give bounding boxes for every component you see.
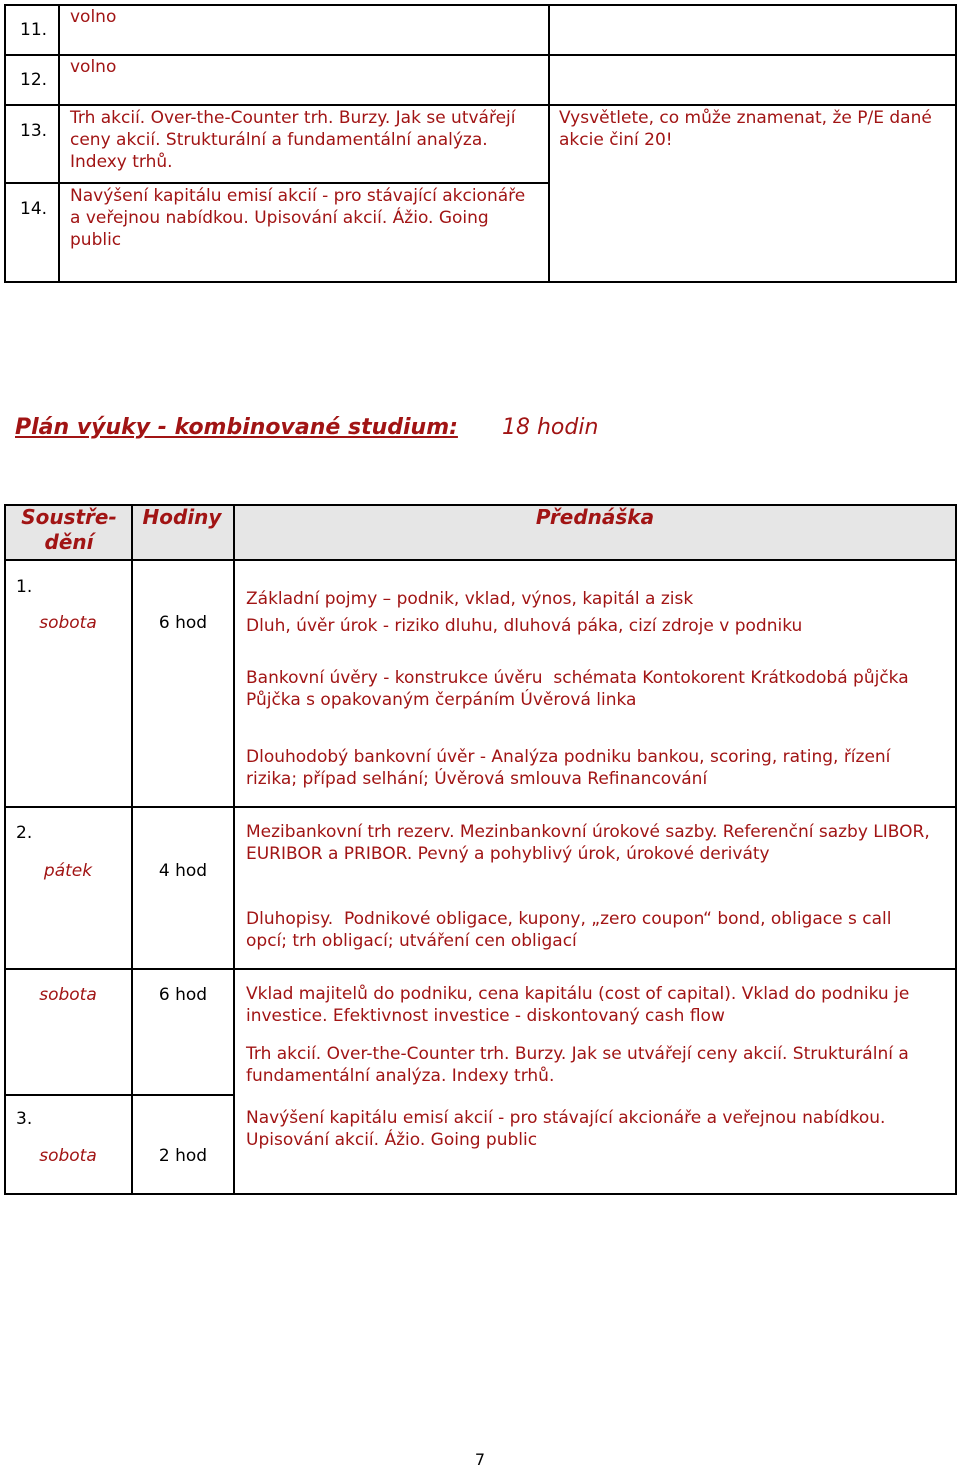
lecture-line: Dluh, úvěr úrok - riziko dluhu, dluhová páka, cizí zdroje v podniku (246, 616, 803, 636)
lecture-line: Bankovní úvěry - konstrukce úvěru schémata Kontokorent Krátkodobá půjčka Půjčka s opakovaným čerpáním Úvěrová linka (246, 668, 920, 710)
row-topic: Trh akcií. Over-the-Counter trh. Burzy. Jak se utvářejí ceny akcií. Strukturální a fundamentální analýza. Indexy trhů. (70, 108, 521, 172)
plan-title: Plán výuky - kombinované studium: (15, 415, 458, 440)
lecture-line: Trh akcií. Over-the-Counter trh. Burzy. Jak se utvářejí ceny akcií. Strukturální a fundamentální analýza. Indexy trhů. (246, 1044, 915, 1086)
plan-hours: 18 hodin (502, 415, 599, 440)
row-task: Vysvětlete, co může znamenat, že P/E dané akcie činí 20! (559, 108, 938, 150)
row-number: 11. (20, 20, 48, 40)
top-table-border (4, 4, 6, 283)
session-hours: 4 hod (158, 861, 208, 881)
top-table-divider (548, 4, 550, 283)
schedule-border (955, 504, 957, 1195)
header-lecture: Přednáška (535, 505, 655, 529)
session-day: pátek (43, 861, 93, 881)
lecture-line: Základní pojmy – podnik, vklad, výnos, kapitál a zisk (246, 589, 694, 609)
row-number: 14. (20, 199, 48, 219)
row-topic: volno (70, 57, 117, 77)
session-hours: 6 hod (158, 985, 208, 1005)
row-number: 12. (20, 70, 48, 90)
session-day: sobota (39, 985, 97, 1005)
session-hours: 6 hod (158, 613, 208, 633)
session-day: sobota (39, 613, 97, 633)
lecture-line: Dlouhodobý bankovní úvěr - Analýza podniku bankou, scoring, rating, řízení rizika; případ selhání; Úvěrová smlouva Refinancování (246, 747, 896, 789)
top-table-border (4, 281, 957, 283)
schedule-divider (4, 559, 957, 561)
top-table-divider (58, 4, 60, 283)
lecture-line: Navýšení kapitálu emisí akcií - pro stávající akcionáře a veřejnou nabídkou. Upisování akcií. Ážio. Going public (246, 1108, 891, 1150)
header-session: Soustře-dění (21, 505, 117, 554)
page-number: 7 (474, 1450, 486, 1469)
schedule-divider (4, 1094, 235, 1096)
lecture-line: Mezibankovní trh rezerv. Mezinbankovní úrokové sazby. Referenční sazby LIBOR, EURIBOR a PRIBOR. Pevný a pohyblivý úrok, úrokové deriváty (246, 822, 936, 864)
row-topic: Navýšení kapitálu emisí akcií - pro stávající akcionáře a veřejnou nabídkou. Upisování akcií. Ážio. Going public (70, 186, 531, 250)
session-number: 2. (16, 823, 33, 843)
row-topic: volno (70, 7, 117, 27)
session-number: 1. (16, 577, 33, 597)
schedule-divider (4, 806, 957, 808)
lecture-line: Vklad majitelů do podniku, cena kapitálu (cost of capital). Vklad do podniku je investice. Efektivnost investice - diskontovaný cash flow (246, 984, 915, 1026)
top-table-border (955, 4, 957, 283)
header-hours: Hodiny (142, 505, 222, 529)
session-hours: 2 hod (158, 1146, 208, 1166)
schedule-border (4, 504, 6, 1195)
schedule-divider (131, 504, 133, 1195)
schedule-border (4, 1193, 957, 1195)
schedule-divider (4, 968, 957, 970)
session-number: 3. (16, 1109, 33, 1129)
session-day: sobota (39, 1146, 97, 1166)
top-table-divider (4, 182, 550, 184)
top-table-divider (4, 104, 957, 106)
lecture-line: Dluhopisy. Podnikové obligace, kupony, „zero coupon“ bond, obligace s call opcí; trh obligací; utváření cen obligací (246, 909, 897, 951)
schedule-divider (233, 504, 235, 1195)
row-number: 13. (20, 121, 48, 141)
